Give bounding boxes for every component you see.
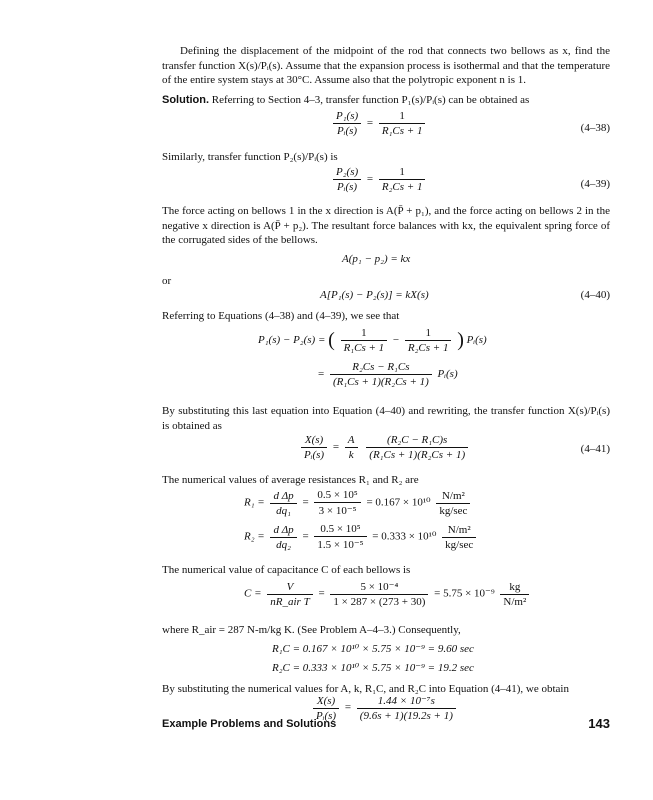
footer-section-title: Example Problems and Solutions <box>162 718 337 730</box>
page-number: 143 <box>588 716 610 731</box>
final-intro: By substituting the numerical values for A, k, R₁C, and R₂C into Equation (4–41), we obtain <box>162 683 569 695</box>
difference-equation-line1: P₁(s) − P₂(s) = ( $\frac{1}{\text{R₁Cs + 1}}$ − $\frac{1}{\text{R₂Cs + 1}}$ ) Pᵢ(s) <box>258 327 487 354</box>
similarly-text: Similarly, transfer function P₂(s)/Pᵢ(s) is <box>162 151 338 163</box>
equation-number-4-41: (4–41) <box>580 443 610 455</box>
or-text: or <box>162 275 172 287</box>
solution-intro: Referring to Section 4–3, transfer function P₁(s)/Pᵢ(s) can be obtained as <box>211 94 530 106</box>
equation-4-39: $\frac{\text{P₂(s)}}{\text{Pᵢ(s)}}$ = $\frac{1}{\text{R₂Cs + 1}}$ <box>330 166 428 193</box>
r2-equation: R₂ = $\frac{\text{d Δp}}{\text{dq₂}}$ = $\frac{\text{0.5 × 10⁵}}{\text{1.5 × 10⁻⁵}}$ = 0.333 × 10¹⁰ $\frac{\text{N/m²}}{kg/\sec}$ <box>244 523 479 551</box>
final-transfer-function: $\frac{X(s)}{\text{Pᵢ(s)}}$ = $\frac{\text{1.44 × 10⁻⁷s}}{(9.6s + 1)(19.2s + 1)}$ <box>310 694 459 722</box>
solution-intro-line <box>162 93 529 107</box>
r1-equation: R₁ = $\frac{\text{d Δp}}{\text{dq₁}}$ = $\frac{\text{0.5 × 10⁵}}{\text{3 × 10⁻⁵}}$ = 0.167 × 10¹⁰ $\frac{\text{N/m²}}{kg/\sec}$ <box>244 489 473 517</box>
substituting-paragraph: By substituting this last equation into Equation (4–40) and rewriting, the transfer function X(s)/Pᵢ(s) is obtained as <box>162 405 610 432</box>
capacitance-intro: The numerical value of capacitance C of each bellows is <box>162 564 411 576</box>
equation-4-40: A[P₁(s) − P₂(s)] = kX(s) <box>320 289 429 301</box>
r1c-equation: R₁C = 0.167 × 10¹⁰ × 5.75 × 10⁻⁹ = 9.60 sec <box>272 643 474 655</box>
equation-number-4-40: (4–40) <box>580 289 610 301</box>
where-text: where R_air = 287 N-m/kg K. (See Problem A–4–3.) Consequently, <box>162 624 461 636</box>
force-balance-equation: A(p₁ − p₂) = kx <box>342 253 411 265</box>
capacitance-equation: C = $\frac{V}{\text{nR\_air T}}$ = $\frac{\text{5 × 10⁻⁴}}{1 \times 287 \times (273 + 30)}$ = 5.75 × 10⁻⁹ $\frac{kg}{\text{N/m²}}$ <box>244 580 532 608</box>
r2c-equation: R₂C = 0.333 × 10¹⁰ × 5.75 × 10⁻⁹ = 19.2 sec <box>272 662 474 674</box>
referring-text: Referring to Equations (4–38) and (4–39), we see that <box>162 310 400 322</box>
difference-equation-line2: = $\frac{\text{R₂Cs − R₁Cs}}{\text{(R₁Cs + 1)(R₂Cs + 1)}}$ Pᵢ(s) <box>318 361 458 388</box>
equation-number-4-38: (4–38) <box>580 122 610 134</box>
equation-4-41: $\frac{X(s)}{\text{Pᵢ(s)}}$ = $\frac{A}{k}$ $\frac{\text{(R₂C − R₁C)s}}{\text{(R₁Cs + 1)(R₂Cs + 1)}}$ <box>298 434 471 461</box>
equation-number-4-39: (4–39) <box>580 178 610 190</box>
equation-4-38: $\frac{\text{P₁(s)}}{\text{Pᵢ(s)}}$ = $\frac{1}{\text{R₁Cs + 1}}$ <box>330 110 428 137</box>
solution-label: Solution. <box>162 94 210 106</box>
resistances-intro: The numerical values of average resistances R₁ and R₂ are <box>162 474 419 486</box>
problem-statement: Defining the displacement of the midpoint of the rod that connects two bellows as x, find the transfer function X(s)/Pᵢ(s). Assume that the expansion process is isothermal and that the temperature of the entire system stays at 30°C. Assume also that the polytropic exponent n is 1. <box>162 45 610 86</box>
force-paragraph: The force acting on bellows 1 in the x direction is A(P̄ + p₁), and the force acting on bellows 2 in the negative x direction is A(P̄ + p₂). The resultant force balances with kx, the equivalent spring force of the corrugated sides of the bellows. <box>162 205 610 246</box>
